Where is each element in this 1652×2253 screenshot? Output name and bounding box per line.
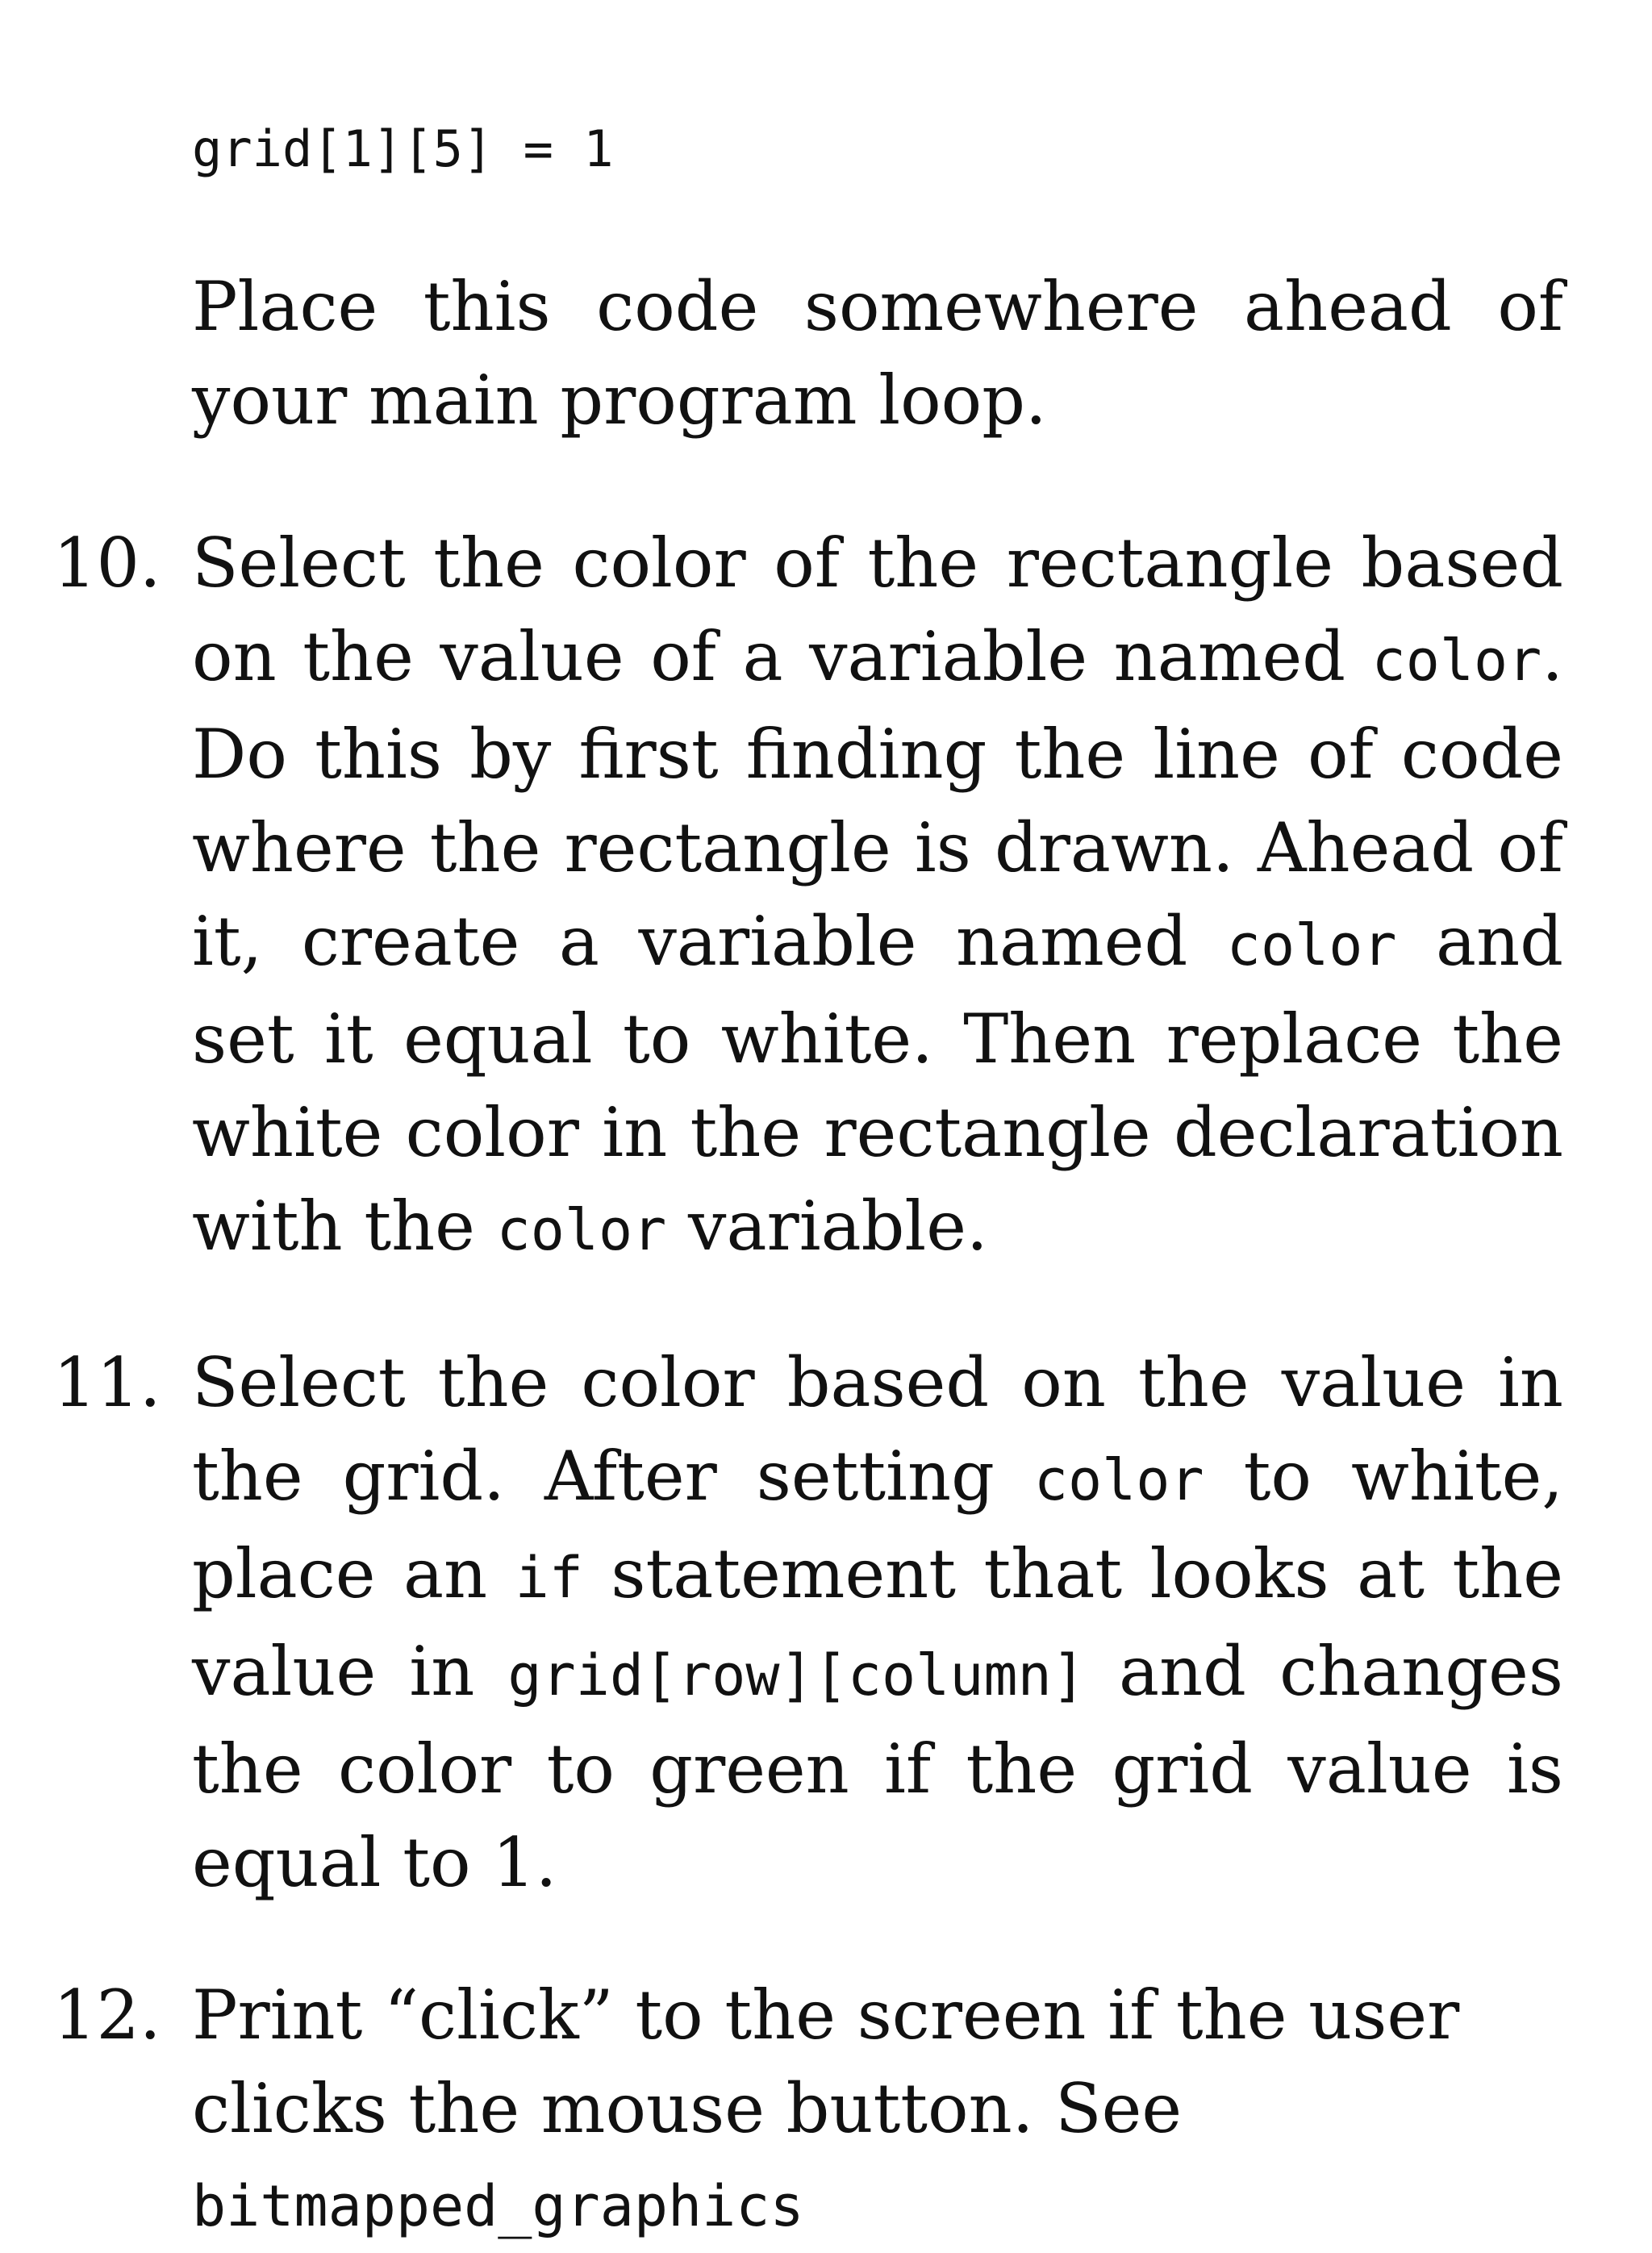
paragraph-text: Print “click” to the screen if the user clicks the mouse button. See [192,1976,1460,2148]
list-item-number-11: 11. [53,1343,161,1422]
paragraph-text: and set it equal to white. Then replace the white color in the rectangle declaration with the [192,902,1563,1266]
list-item-number-10: 10. [53,524,161,603]
inline-code: color [1371,628,1542,694]
paragraph-text: Select the color based on the value in the grid. After setting [192,1343,1563,1516]
paragraph-text: Select the color of the rectangle based on the value of a variable named [192,524,1563,696]
inline-code: color [1226,912,1397,978]
inline-code: if [515,1545,583,1611]
list-item-11-text [192,1336,1563,1909]
paragraph-text: and changes the color to green if the grid value is equal to 1. [192,1632,1563,1902]
list-item-number-12: 12. [53,1976,161,2055]
paragraph-text: to white, place an [192,1437,1563,1613]
paragraph-text: variable. [666,1187,988,1266]
inline-code: grid[row][column] [507,1642,1086,1709]
paragraph-text: statement that looks at the value in [192,1534,1564,1711]
list-item-12-text [192,1968,1652,2253]
paragraph-text: . Do this by first finding the line of code where the rectangle is drawn. Ahead of it, create a variable named [192,617,1563,981]
intro-paragraph: Place this code somewhere ahead of your main program loop. [192,267,1563,440]
inline-code: color [496,1197,667,1263]
list-item-10-text [192,516,1563,1277]
inline-code: bitmapped_graphics [192,2173,804,2239]
code-example: grid[1][5] = 1 [192,119,614,178]
inline-code: color [1033,1447,1204,1513]
